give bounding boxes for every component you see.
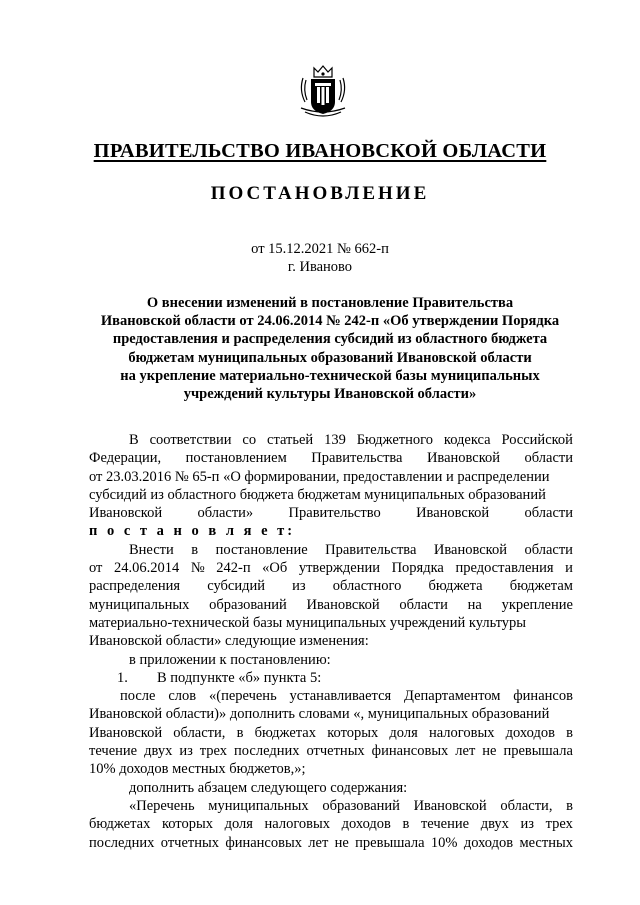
word: доходов <box>463 834 514 851</box>
word: финансовых <box>225 834 302 851</box>
word: постановление <box>215 541 308 558</box>
body-line <box>89 797 573 815</box>
title-line: на укрепление материально-технической базы муниципальных <box>120 367 540 384</box>
word: финансов <box>513 688 573 705</box>
body-line <box>89 431 573 449</box>
date-number: от 15.12.2021 № 662-п <box>251 241 389 257</box>
word: доходов <box>341 816 391 833</box>
word: трех <box>199 743 228 760</box>
word: укрепление <box>501 596 573 613</box>
word: статьей <box>267 432 314 448</box>
decree-verb: п о с т а н о в л я е т: <box>89 523 296 540</box>
body-line <box>89 596 573 614</box>
word: № <box>190 560 205 577</box>
word: 139 <box>324 432 346 448</box>
list-item <box>89 669 573 687</box>
body-line <box>89 541 573 559</box>
body-line <box>89 687 573 705</box>
word: Ивановской <box>416 505 490 522</box>
body-line <box>89 504 573 522</box>
word: налоговых <box>428 724 495 741</box>
word: и <box>565 560 573 577</box>
word: финансовых <box>371 743 449 760</box>
word: 242-п <box>216 560 251 577</box>
word: на <box>467 596 482 613</box>
word: области» <box>197 505 254 522</box>
body-line <box>89 577 573 595</box>
word: доля <box>224 816 253 833</box>
title-line: О внесении изменений в постановление Правительства <box>146 295 514 311</box>
word: в <box>566 724 573 741</box>
word: областного <box>332 578 402 595</box>
title-line: бюджетам муниципальных образований Ивановской области <box>128 349 532 366</box>
document-body <box>89 431 573 852</box>
word: трех <box>545 816 573 833</box>
word: бюджетах <box>254 724 316 741</box>
word: течение <box>89 743 138 760</box>
word: Федерации, <box>89 450 162 467</box>
body-line <box>89 559 573 577</box>
word: муниципальных <box>89 596 190 613</box>
word: субсидий <box>207 578 265 595</box>
body-line: 10% доходов местных бюджетов,»; <box>89 761 306 778</box>
word: постановлением <box>185 450 287 467</box>
word: местных <box>519 834 573 851</box>
word: превышала <box>503 743 573 760</box>
word: в <box>191 541 199 558</box>
word: Ивановской <box>426 450 501 467</box>
title-line: учреждений культуры Ивановской области» <box>183 386 477 403</box>
word: последних <box>234 743 300 760</box>
word: Порядка <box>391 560 444 577</box>
word: Правительства <box>311 450 403 467</box>
word: в <box>566 797 573 814</box>
title-line: Ивановской области от 24.06.2014 № 242-п «Об утверждении Порядка <box>100 313 560 330</box>
word: 24.06.2014 <box>113 560 180 577</box>
word: области, <box>173 724 226 741</box>
word: Департаментом <box>404 688 501 705</box>
word: лет <box>455 743 476 760</box>
word: из <box>520 816 535 833</box>
word: Ивановской <box>413 797 487 814</box>
word: области <box>399 596 448 613</box>
word: «Перечень <box>129 797 195 814</box>
word: муниципальных <box>208 797 309 814</box>
government-name: ПРАВИТЕЛЬСТВО ИВАНОВСКОЙ ОБЛАСТИ <box>93 140 547 162</box>
body-line: в приложении к постановлению: <box>129 651 331 668</box>
word: Ивановской <box>433 541 507 558</box>
body-line <box>89 815 573 833</box>
word: образований <box>322 797 400 814</box>
word: образований <box>209 596 287 613</box>
word: Ивановской <box>89 724 163 741</box>
body-line <box>89 724 573 742</box>
word: устанавливается <box>289 688 392 705</box>
word: соответствии <box>149 432 232 448</box>
word: «(перечень <box>208 688 277 705</box>
item-text: В подпункте «б» пункта 5: <box>157 669 322 686</box>
word: последних <box>89 834 155 851</box>
word: распределения <box>89 578 181 595</box>
word: Правительства <box>325 541 417 558</box>
word: области <box>524 505 573 522</box>
document-type: ПОСТАНОВЛЕНИЕ <box>210 183 430 204</box>
word: области, <box>500 797 553 814</box>
word: области <box>524 541 573 558</box>
word: лет <box>308 834 329 851</box>
body-line: субсидий из областного бюджета бюджетам муниципальных образований <box>89 486 546 503</box>
body-line <box>89 449 573 467</box>
word: от <box>89 560 103 577</box>
word: не <box>334 834 349 851</box>
word: отчетных <box>306 743 365 760</box>
word: отчетных <box>160 834 219 851</box>
word: «Об <box>262 560 288 577</box>
word: 10% <box>430 834 458 851</box>
word: В <box>129 432 139 448</box>
word: бюджетах <box>89 816 151 833</box>
word: Внести <box>129 541 174 558</box>
city: г. Иваново <box>287 259 353 275</box>
word: не <box>482 743 497 760</box>
word: доходов <box>505 724 555 741</box>
word: в <box>402 816 410 833</box>
document-title <box>80 294 580 403</box>
title-line: предоставления и распределения субсидий из областного бюджета <box>112 331 548 348</box>
word: в <box>236 724 244 741</box>
word: из <box>179 743 193 760</box>
body-line <box>89 742 573 760</box>
body-line: дополнить абзацем следующего содержания: <box>129 779 408 796</box>
word: Ивановской <box>89 505 163 522</box>
word: предоставления <box>455 560 554 577</box>
word: которых <box>161 816 213 833</box>
word: со <box>242 432 257 448</box>
word: течение <box>420 816 470 833</box>
word: двух <box>144 743 173 760</box>
body-line <box>89 834 573 852</box>
word: налоговых <box>264 816 330 833</box>
word: двух <box>480 816 509 833</box>
coat-of-arms-icon <box>297 64 349 122</box>
word: утверждении <box>298 560 380 577</box>
word: Российской <box>501 432 573 448</box>
body-line: материально-технической базы муниципальных учреждений культуры <box>89 614 527 631</box>
word: которых <box>327 724 379 741</box>
body-line: Ивановской области)» дополнить словами «, муниципальных образований <box>89 706 550 723</box>
word: доля <box>389 724 418 741</box>
word: превышала <box>355 834 425 851</box>
body-line: от 23.03.2016 № 65-п «О формировании, предоставлении и распределении <box>89 468 550 485</box>
word: бюджета <box>428 578 483 595</box>
word: кодекса <box>443 432 491 448</box>
word: слов <box>168 688 197 705</box>
word: Ивановской <box>306 596 380 613</box>
word: из <box>292 578 306 595</box>
word: области <box>524 450 573 467</box>
word: после <box>120 688 156 705</box>
body-line: Ивановской области» следующие изменения: <box>89 633 369 650</box>
item-number: 1. <box>117 669 128 686</box>
word: Бюджетного <box>356 432 433 448</box>
word: Правительство <box>288 505 381 522</box>
word: бюджетам <box>509 578 573 595</box>
